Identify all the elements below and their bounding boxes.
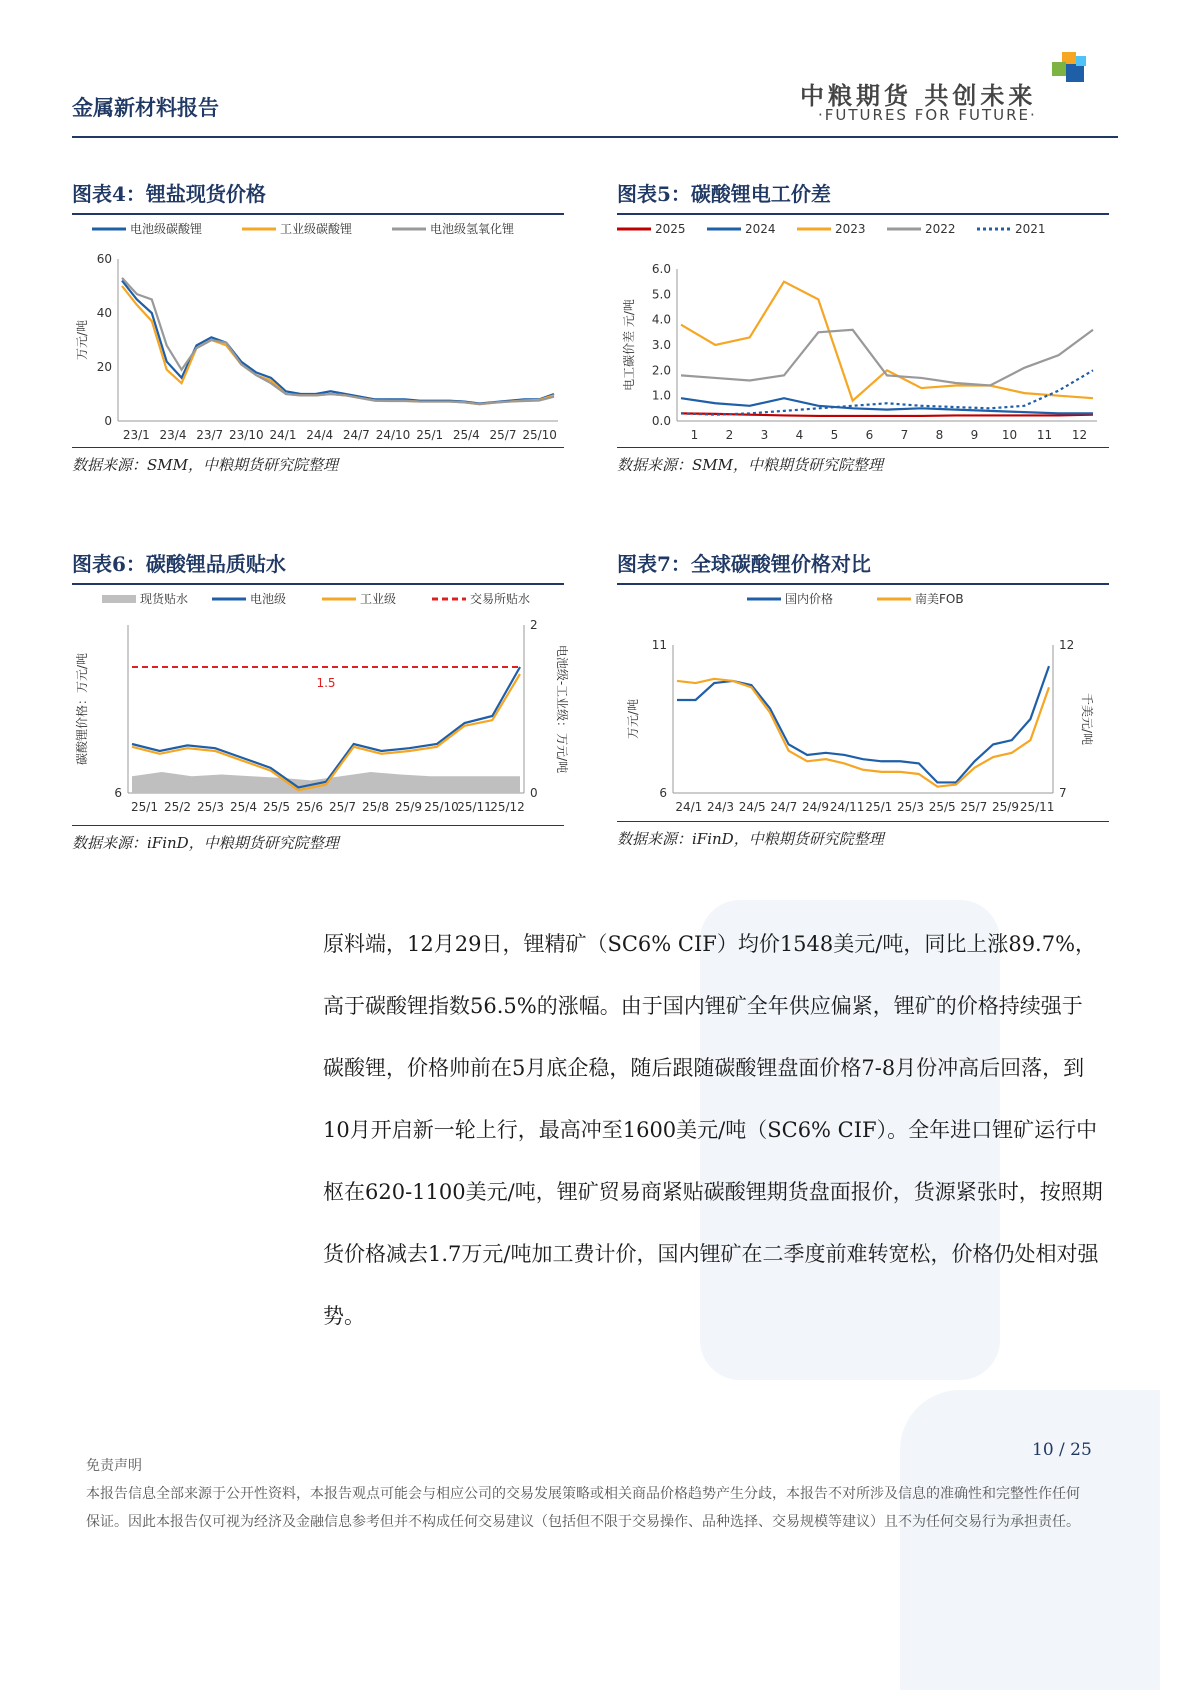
- x-tick-label: 25/1: [416, 428, 444, 442]
- x-tick-label: 10: [1001, 428, 1018, 442]
- y-tick-label: 6: [659, 786, 667, 800]
- x-tick-label: 24/5: [738, 800, 766, 814]
- y-tick-label: 11: [651, 638, 667, 652]
- x-tick-label: 8: [935, 428, 944, 442]
- chart-title: 图表7：全球碳酸锂价格对比: [617, 548, 1109, 585]
- x-tick-label: 25/9: [395, 800, 422, 814]
- disclaimer-text: 本报告信息全部来源于公开性资料，本报告观点可能会与相应公司的交易发展策略或相关商品价格趋势产生分歧，本报告不对所涉及信息的准确性和完整性作任何保证。因此本报告仅可视为经济及金融信息参考但并不构成任何交易建议（包括但不限于交易操作、品种选择、交易规模等建议）且不为任何交易行为承担责任。: [86, 1486, 1080, 1530]
- legend-label: 国内价格: [785, 592, 834, 606]
- x-tick-label: 24/7: [770, 800, 798, 814]
- y2-axis-label: 千美元/吨: [1080, 692, 1094, 746]
- series-line: [681, 370, 1093, 414]
- chart-title: 图表6：碳酸锂品质贴水: [72, 548, 564, 585]
- y-tick-label: 3.0: [651, 338, 671, 352]
- legend-swatch: [102, 595, 136, 603]
- x-tick-label: 25/11: [1019, 800, 1055, 814]
- legend-label: 电池级: [250, 592, 287, 606]
- x-tick-label: 24/1: [675, 800, 703, 814]
- x-tick-label: 6: [865, 428, 874, 442]
- chart-source: 数据来源：iFinD，中粮期货研究院整理: [72, 834, 339, 852]
- chart-svg: [617, 215, 1109, 447]
- x-tick-label: 25/9: [992, 800, 1019, 814]
- x-tick-label: 24/10: [375, 428, 411, 442]
- series-line: [677, 679, 1049, 787]
- legend-label: 2025: [655, 222, 686, 236]
- x-tick-label: 23/1: [122, 428, 150, 442]
- x-tick-label: 5: [830, 428, 839, 442]
- x-tick-label: 25/5: [928, 800, 956, 814]
- series-line: [681, 398, 1093, 413]
- y-tick-label: 4.0: [651, 312, 671, 327]
- x-tick-label: 2: [725, 428, 734, 442]
- x-tick-label: 12: [1071, 428, 1088, 442]
- x-tick-label: 25/10: [424, 800, 459, 814]
- x-tick-label: 25/12: [490, 800, 525, 814]
- chart-source: 数据来源：SMM，中粮期货研究院整理: [72, 456, 338, 474]
- y2-tick-label: 12: [1059, 638, 1075, 652]
- legend-label: 工业级碳酸锂: [280, 222, 353, 236]
- x-tick-label: 1: [690, 428, 699, 442]
- y-axis-label: 万元/吨: [75, 319, 89, 361]
- y-tick-label: 1.0: [651, 388, 671, 403]
- y-tick-label: 6.0: [651, 262, 671, 276]
- x-tick-label: 25/2: [164, 800, 191, 814]
- y-tick-label: 60: [96, 252, 112, 266]
- y2-axis-label: 电池级-工业级：万元/吨: [555, 644, 569, 774]
- report-title: 金属新材料报告: [72, 95, 219, 120]
- chart-svg: [617, 585, 1109, 821]
- legend-label: 工业级: [360, 592, 397, 606]
- page-number: 10 / 25: [1032, 1440, 1092, 1460]
- x-tick-label: 7: [900, 428, 909, 442]
- brand-name: 中粮期货 共创未来: [800, 82, 1037, 110]
- chart-title: 图表5：碳酸锂电工价差: [617, 178, 1109, 215]
- x-tick-label: 25/6: [296, 800, 323, 814]
- x-tick-label: 24/9: [802, 800, 829, 814]
- annotation-label: 1.5: [316, 676, 336, 690]
- legend-label: 2024: [745, 222, 776, 236]
- x-tick-label: 25/8: [362, 800, 389, 814]
- y-axis-label: 电工碳价差 元/吨: [622, 299, 636, 391]
- x-tick-label: 25/7: [329, 800, 356, 814]
- y2-tick-label: 0: [530, 786, 538, 800]
- disclaimer-title: 免责声明: [86, 1458, 142, 1474]
- x-tick-label: 25/1: [131, 800, 158, 814]
- x-tick-label: 25/11: [457, 800, 492, 814]
- y-tick-label: 0: [104, 414, 112, 428]
- chart-lithium-carbonate-spread: [617, 178, 1109, 475]
- y-axis-label: 碳酸锂价格：万元/吨: [75, 652, 89, 766]
- chart-source: 数据来源：SMM，中粮期货研究院整理: [617, 456, 883, 474]
- x-tick-label: 25/3: [197, 800, 224, 814]
- x-tick-label: 25/4: [452, 428, 480, 442]
- body-paragraph: 原料端，12月29日，锂精矿（SC6% CIF）均价1548美元/吨，同比上涨89.7%，高于碳酸锂指数56.5%的涨幅。由于国内锂矿全年供应偏紧，锂矿的价格持续强于碳酸锂，价格帅前在5月底企稳，随后跟随碳酸锂盘面价格7-8月份冲高后回落，到10月开启新一轮上行，最高冲至1600美元/吨（SC6% CIF）。全年进口锂矿运行中枢在620-1100美元/吨，锂矿贸易商紧贴碳酸锂期货盘面报价，货源紧张时，按照期货价格减去1.7万元/吨加工费计价，国内锂矿在二季度前难转宽松，价格仍处相对强势。: [323, 932, 1103, 1328]
- legend-label: 交易所贴水: [470, 592, 531, 606]
- chart-area: [72, 215, 564, 448]
- x-tick-label: 9: [970, 428, 979, 442]
- chart-title: 图表4：锂盐现货价格: [72, 178, 564, 215]
- x-tick-label: 24/7: [342, 428, 370, 442]
- x-tick-label: 24/4: [306, 428, 334, 442]
- x-tick-label: 25/3: [897, 800, 924, 814]
- x-tick-label: 25/7: [960, 800, 988, 814]
- cofco-futures-logo-icon: [1052, 52, 1092, 88]
- y-tick-label: 40: [96, 306, 112, 320]
- brand-slogan: ·FUTURES FOR FUTURE·: [818, 106, 1037, 124]
- chart-source: 数据来源：iFinD，中粮期货研究院整理: [617, 830, 884, 848]
- y-tick-label: 6: [114, 786, 122, 800]
- legend-label: 电池级氢氧化锂: [430, 222, 515, 236]
- x-tick-label: 3: [760, 428, 769, 442]
- chart-area: [617, 215, 1109, 448]
- y-tick-label: 2.0: [651, 363, 671, 378]
- x-tick-label: 23/4: [159, 428, 187, 442]
- legend-label: 2023: [835, 222, 866, 236]
- legend-label: 现货贴水: [140, 592, 189, 606]
- chart-svg: [72, 585, 569, 825]
- chart-lithium-carbonate-quality-discount: [72, 548, 569, 853]
- x-tick-label: 4: [795, 428, 804, 442]
- y-tick-label: 20: [96, 360, 112, 374]
- legend-label: 电池级碳酸锂: [130, 222, 203, 236]
- disclaimer: [86, 1452, 1086, 1536]
- header-divider: [72, 136, 1118, 138]
- series-line: [132, 674, 520, 790]
- x-tick-label: 25/4: [230, 800, 257, 814]
- x-tick-label: 25/5: [263, 800, 290, 814]
- y2-tick-label: 2: [530, 618, 538, 632]
- legend-label: 2021: [1015, 222, 1046, 236]
- chart-area: [617, 585, 1109, 822]
- x-tick-label: 25/7: [489, 428, 517, 442]
- chart-lithium-salt-spot: [72, 178, 564, 475]
- x-tick-label: 25/10: [522, 428, 557, 442]
- background-decoration: [900, 1390, 1160, 1690]
- series-line: [122, 278, 554, 404]
- series-line: [122, 286, 554, 404]
- x-tick-label: 25/1: [865, 800, 893, 814]
- y-tick-label: 0.0: [651, 414, 671, 428]
- x-tick-label: 24/3: [707, 800, 734, 814]
- y2-tick-label: 7: [1059, 786, 1067, 800]
- series-line: [681, 282, 1093, 401]
- series-line: [122, 281, 554, 404]
- y-tick-label: 5.0: [651, 287, 671, 302]
- x-tick-label: 24/11: [829, 800, 865, 814]
- x-tick-label: 23/10: [229, 428, 264, 442]
- legend-label: 南美FOB: [915, 592, 964, 606]
- x-tick-label: 23/7: [196, 428, 224, 442]
- chart-svg: [72, 215, 564, 447]
- x-tick-label: 24/1: [269, 428, 297, 442]
- legend-label: 2022: [925, 222, 956, 236]
- y-axis-label: 万元/吨: [626, 698, 640, 740]
- series-line: [677, 666, 1049, 782]
- chart-global-lithium-price-comparison: [617, 548, 1109, 849]
- x-tick-label: 11: [1036, 428, 1053, 442]
- chart-area: [72, 585, 569, 826]
